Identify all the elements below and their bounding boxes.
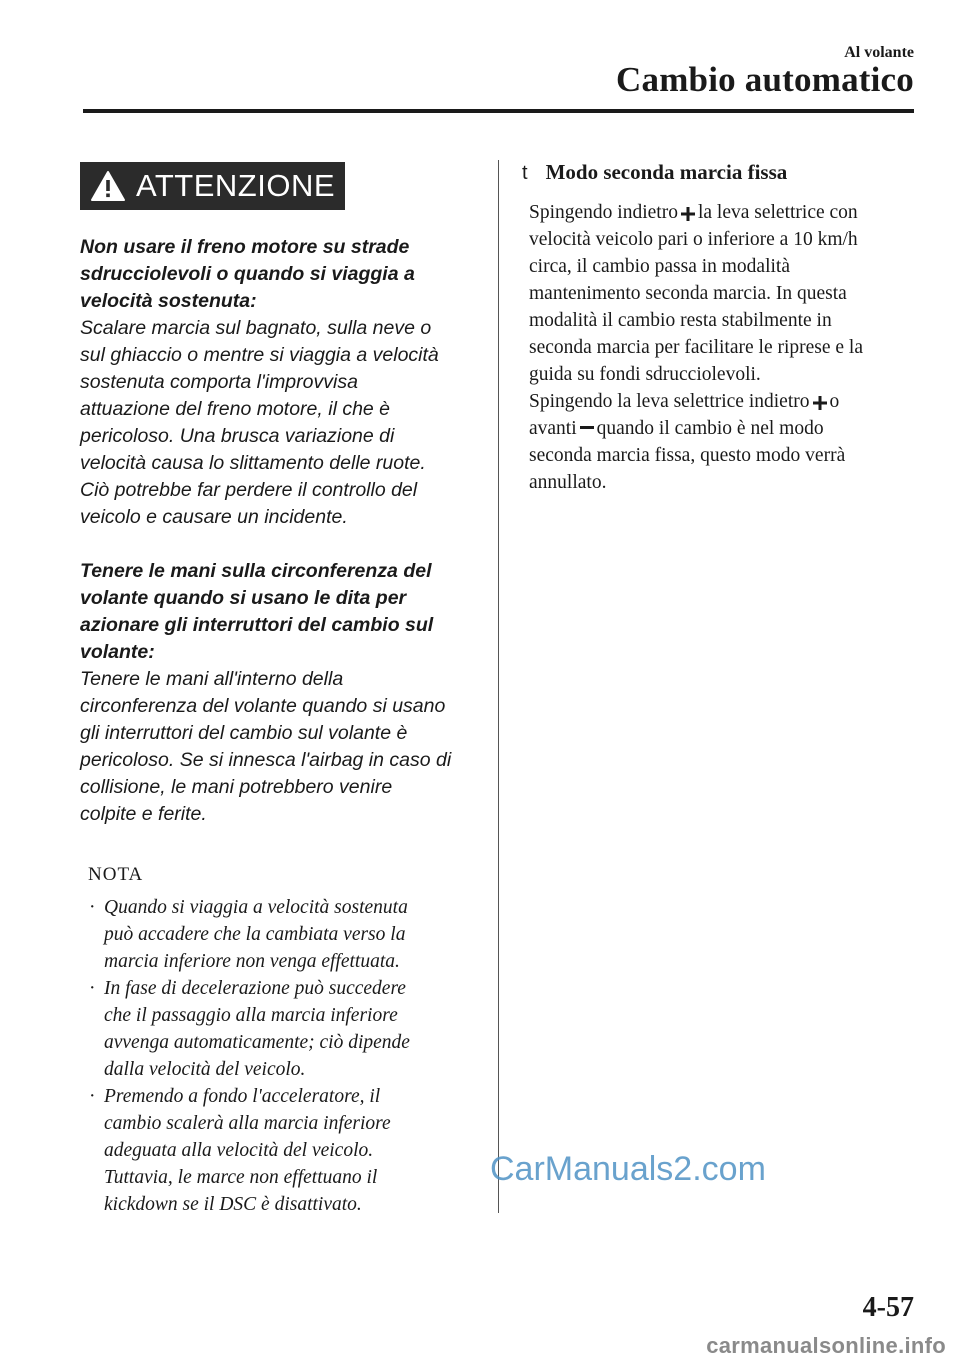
note-line: cambio scalerà alla marcia inferiore xyxy=(104,1113,391,1134)
plus-icon xyxy=(813,396,827,410)
plus-icon xyxy=(681,207,695,221)
section-text: Spingendo indietro xyxy=(529,202,678,223)
warning-block-1-body-line: attuazione del freno motore, il che è xyxy=(80,398,391,420)
section-line: mantenimento seconda marcia. In questa xyxy=(529,283,847,304)
note-line: Tuttavia, le marce non effettuano il xyxy=(104,1167,378,1188)
note-line: kickdown se il DSC è disattivato. xyxy=(104,1194,362,1215)
header-section-label: Al volante xyxy=(844,44,914,61)
column-divider xyxy=(498,160,499,1213)
section-line: annullato. xyxy=(529,472,607,493)
warning-block-2-body-line: pericoloso. Se si innesca l'airbag in caso di xyxy=(80,749,452,771)
warning-block-2-head-line: volante quando si usano le dita per xyxy=(80,587,407,609)
minus-icon xyxy=(580,423,594,437)
note-item xyxy=(80,894,466,975)
section-line: guida su fondi sdrucciolevoli. xyxy=(529,364,761,385)
section-line xyxy=(529,415,917,442)
page-number: 4-57 xyxy=(862,1292,914,1323)
section-body xyxy=(529,199,917,496)
section-text: Spingendo la leva selettrice indietro xyxy=(529,391,810,412)
warning-label: ATTENZIONE xyxy=(136,168,336,203)
section-text: la leva selettrice con xyxy=(697,202,858,223)
warning-block-2-head-line: volante: xyxy=(80,641,155,663)
section-heading xyxy=(522,160,917,185)
warning-block-1-head-line: sdrucciolevoli o quando si viaggia a xyxy=(80,263,415,285)
section-line: modalità il cambio resta stabilmente in xyxy=(529,310,832,331)
section-line: circa, il cambio passa in modalità xyxy=(529,256,790,277)
note-list xyxy=(80,894,470,1218)
note-line: dalla velocità del veicolo. xyxy=(104,1059,306,1080)
warning-block-2 xyxy=(80,558,470,828)
note-line: In fase di decelerazione può succedere xyxy=(104,978,406,999)
left-column xyxy=(80,162,470,1218)
note-line: Quando si viaggia a velocità sostenuta xyxy=(104,897,408,918)
section-marker-icon: t xyxy=(522,162,528,184)
warning-block-1-body-line: sostenuta comporta l'improvvisa xyxy=(80,371,358,393)
bullet-icon: · xyxy=(89,978,96,999)
warning-icon xyxy=(90,170,126,202)
note-item xyxy=(80,975,466,1083)
warning-block-2-body-line: colpite e ferite. xyxy=(80,803,207,825)
warning-block-2-body-line: circonferenza del volante quando si usano xyxy=(80,695,446,717)
warning-block-1-body-line: pericoloso. Una brusca variazione di xyxy=(80,425,395,447)
section-line: seconda marcia fissa, questo modo verrà xyxy=(529,445,846,466)
warning-block-1-body-line: veicolo e causare un incidente. xyxy=(80,506,348,528)
warning-block-1-head-line: Non usare il freno motore su strade xyxy=(80,236,410,258)
bullet-icon: · xyxy=(89,897,96,918)
section-line xyxy=(529,388,917,415)
warning-block-1-body-line: Ciò potrebbe far perdere il controllo del xyxy=(80,479,418,501)
warning-block-2-body-line: collisione, le mani potrebbero venire xyxy=(80,776,393,798)
note-item xyxy=(80,1083,466,1218)
warning-block-1 xyxy=(80,234,470,531)
warning-block-1-head-line: velocità sostenuta: xyxy=(80,290,257,312)
warning-block-1-body-line: velocità causa lo slittamento delle ruote. xyxy=(80,452,426,474)
note-line: può accadere che la cambiata verso la xyxy=(104,924,406,945)
note-line: avvenga automaticamente; ciò dipende xyxy=(104,1032,410,1053)
page-title: Cambio automatico xyxy=(616,60,914,99)
warning-block-1-body-line: sul ghiaccio o mentre si viaggia a velocità xyxy=(80,344,439,366)
note-title: NOTA xyxy=(88,864,144,885)
section-line xyxy=(529,199,917,226)
footer-watermark: carmanualsonline.info xyxy=(706,1333,946,1358)
note-line: marcia inferiore non venga effettuata. xyxy=(104,951,400,972)
section-text: o xyxy=(829,391,840,412)
section-line: seconda marcia per facilitare le riprese e la xyxy=(529,337,864,358)
note-line: Premendo a fondo l'acceleratore, il xyxy=(104,1086,381,1107)
bullet-icon: · xyxy=(89,1086,96,1107)
note-line: adeguata alla velocità del veicolo. xyxy=(104,1140,374,1161)
warning-block-1-body-line: Scalare marcia sul bagnato, sulla neve o xyxy=(80,317,432,339)
warning-block-2-body-line: Tenere le mani all'interno della xyxy=(80,668,344,690)
header-rule xyxy=(83,109,914,113)
right-column xyxy=(522,160,917,496)
watermark: CarManuals2.com xyxy=(490,1150,766,1188)
warning-block-2-body-line: gli interruttori del cambio sul volante è xyxy=(80,722,408,744)
warning-block-2-head-line: azionare gli interruttori del cambio sul xyxy=(80,614,434,636)
section-line: velocità veicolo pari o inferiore a 10 km/h xyxy=(529,229,858,250)
section-text: avanti xyxy=(529,418,577,439)
section-text: quando il cambio è nel modo xyxy=(596,418,824,439)
warning-banner xyxy=(80,162,345,210)
note-line: che il passaggio alla marcia inferiore xyxy=(104,1005,398,1026)
section-title: Modo seconda marcia fissa xyxy=(545,160,788,184)
warning-block-2-head-line: Tenere le mani sulla circonferenza del xyxy=(80,560,432,582)
